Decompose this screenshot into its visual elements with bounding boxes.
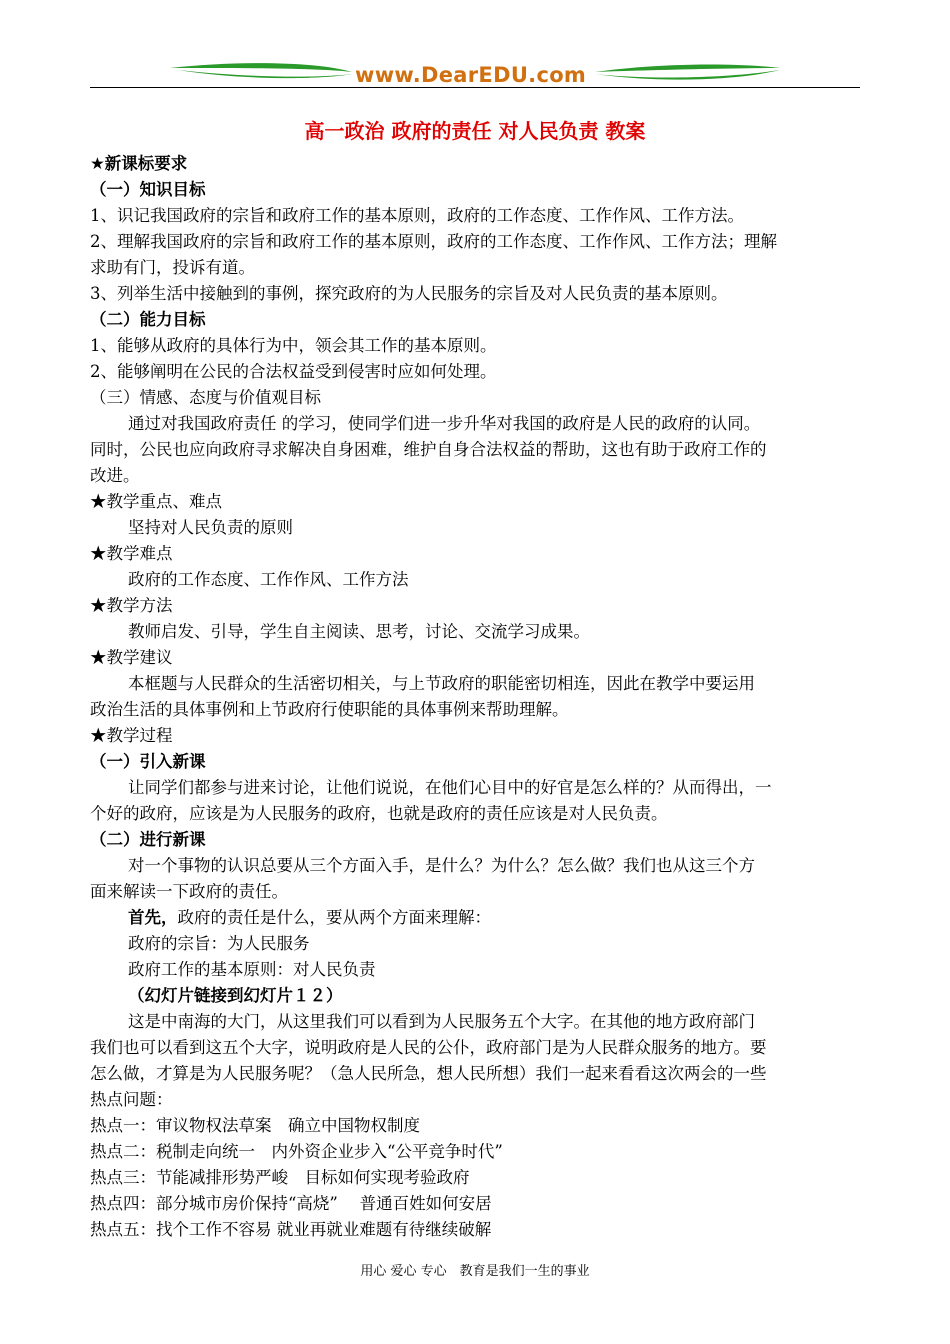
header-divider [90,87,860,88]
hotspot-item: 热点三：节能减排形势严峻 目标如何实现考验政府 [90,1168,470,1187]
page-footer: 用心 爱心 专心 教育是我们一生的事业 [360,1264,590,1279]
paragraph-line: 怎么做，才算是为人民服务呢？（急人民所急，想人民所想）我们一起来看看这次两会的一些 [90,1064,767,1083]
paragraph-line: 坚持对人民负责的原则 [128,518,293,537]
paragraph-line: 求助有门，投诉有道。 [90,258,255,277]
paragraph-line: 2、能够阐明在公民的合法权益受到侵害时应如何处理。 [90,362,497,381]
paragraph-line: 教师启发、引导，学生自主阅读、思考，讨论、交流学习成果。 [128,622,590,641]
paragraph-line: 1、识记我国政府的宗旨和政府工作的基本原则，政府的工作态度、工作作风、工作方法。 [90,206,744,225]
emphasis-first: 首先， [128,908,178,927]
paragraph-line: 政治生活的具体事例和上节政府行使职能的具体事例来帮助理解。 [90,700,569,719]
paragraph-line: 3、列举生活中接触到的事例，探究政府的为人民服务的宗旨及对人民负责的基本原则。 [90,284,728,303]
subsection-heading: （二）能力目标 [90,310,206,329]
paragraph-line [90,905,860,931]
subsection-heading: （三）情感、态度与价值观目标 [90,388,321,407]
section-heading: ★教学建议 [90,648,173,667]
section-heading: ★教学重点、难点 [90,492,222,511]
section-heading: ★新课标要求 [90,154,188,173]
slide-link-note: （幻灯片链接到幻灯片１２） [128,986,343,1005]
hotspot-item: 热点四：部分城市房价保持“高烧” 普通百姓如何安居 [90,1194,492,1213]
paragraph-line: 这是中南海的大门，从这里我们可以看到为人民服务五个大字。在其他的地方政府部门 [128,1012,755,1031]
subsection-heading: （二）进行新课 [90,830,206,849]
paragraph-line: 通过对我国政府责任 的学习，使同学们进一步升华对我国的政府是人民的政府的认同。 [128,414,761,433]
paragraph-line: 面来解读一下政府的责任。 [90,882,288,901]
paragraph-line: 政府的工作态度、工作作风、工作方法 [128,570,409,589]
subsection-heading: （一）引入新课 [90,752,206,771]
section-heading: ★教学方法 [90,596,173,615]
document-body [90,151,860,1243]
section-heading: ★教学过程 [90,726,173,745]
paragraph-line: 1、能够从政府的具体行为中，领会其工作的基本原则。 [90,336,497,355]
paragraph-line: 我们也可以看到这五个大字，说明政府是人民的公仆，政府部门是为人民群众服务的地方。要 [90,1038,767,1057]
site-logo-text: www.DearEDU.com [355,63,587,87]
paragraph-line: 个好的政府，应该是为人民服务的政府，也就是政府的责任应该是对人民负责。 [90,804,668,823]
paragraph-line: 让同学们都参与进来讨论，让他们说说，在他们心目中的好官是怎么样的？从而得出，一 [128,778,772,797]
paragraph-line: 本框题与人民群众的生活密切相关，与上节政府的职能密切相连，因此在教学中要运用 [128,674,755,693]
paragraph-line: 2、理解我国政府的宗旨和政府工作的基本原则，政府的工作态度、工作作风、工作方法；理解 [90,232,777,251]
hotspot-item: 热点一：审议物权法草案 确立中国物权制度 [90,1116,420,1135]
hotspot-item: 热点二：税制走向统一 内外资企业步入“公平竞争时代” [90,1142,503,1161]
hotspot-item: 热点五：找个工作不容易 就业再就业难题有待继续破解 [90,1220,492,1239]
paragraph-line: 改进。 [90,466,140,485]
section-heading: ★教学难点 [90,544,173,563]
paragraph-line: 同时，公民也应向政府寻求解决自身困难，维护自身合法权益的帮助，这也有助于政府工作的 [90,440,767,459]
subsection-heading: （一）知识目标 [90,180,206,199]
paragraph-text: 政府的责任是什么，要从两个方面来理解： [177,908,491,927]
paragraph-line: 政府工作的基本原则：对人民负责 [128,960,376,979]
document-title: 高一政治 政府的责任 对人民负责 教案 [304,119,646,143]
paragraph-line: 热点问题： [90,1090,173,1109]
paragraph-line: 政府的宗旨：为人民服务 [128,934,310,953]
paragraph-line: 对一个事物的认识总要从三个方面入手，是什么？为什么？怎么做？我们也从这三个方 [128,856,755,875]
